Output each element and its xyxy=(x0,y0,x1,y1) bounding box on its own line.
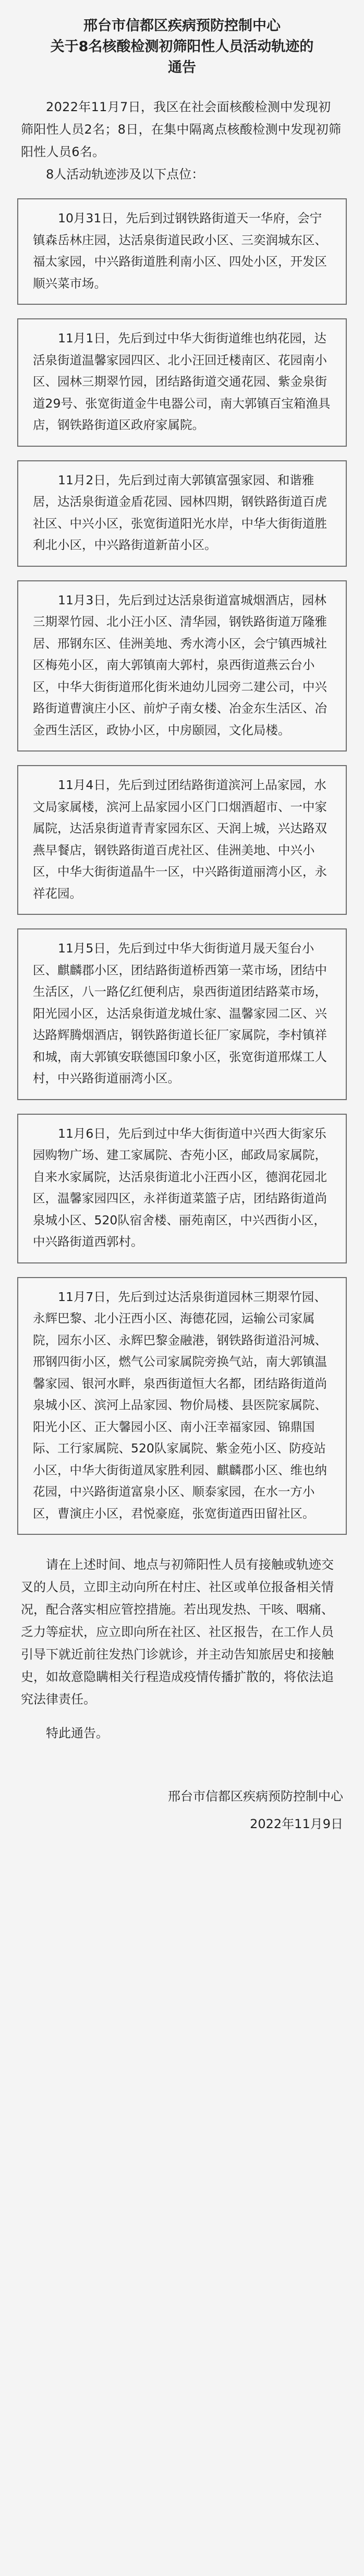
notice-title-line1: 邢台市信都区疾病预防控制中心 xyxy=(83,18,281,34)
notice-title-line3: 通告 xyxy=(168,59,196,76)
trajectory-card-nov6: 11月6日，先后到过中华大街街道中兴西大街家乐园购物广场、建工家属院、杏苑小区，邮政局家属院，自来水家属院，达活泉街道北小汪西小区，德润花园北区，温馨家园四区，永祥街道菜篮子店，团结路街道尚泉城小区、520队宿舍楼、丽苑南区，中兴西街小区，中兴路街道西郭村。 xyxy=(17,1114,347,1263)
trajectory-card-nov5: 11月5日，先后到过中华大街街道月晟天玺台小区、麒麟郡小区，团结路街道桥西第一菜市场，团结中生活区，八一路亿红便利店，泉西街道团结路菜市场，阳光园小区，达活泉街道龙城仕家、温馨家园二区、兴达路辉腾烟酒店，钢铁路街道长征厂家属院，李村镇祥和城，南大郭镇安联德国印象小区，张宽街道邢煤工人村，中兴路街道丽湾小区。 xyxy=(17,928,347,1100)
issuer-signature: 邢台市信都区疾病预防控制中心 xyxy=(168,1789,343,1804)
intro-subtitle: 8人活动轨迹涉及以下点位： xyxy=(46,167,204,182)
notice-header xyxy=(0,0,364,78)
special-notice: 特此通告。 xyxy=(46,1726,108,1740)
trajectory-card-oct31: 10月31日，先后到过钢铁路街道天一华府，会宁镇森岳林庄园，达活泉街道民政小区、三奕润城东区、福太家园，中兴路街道胜利南小区、四处小区，开发区顺兴菜市场。 xyxy=(17,198,347,305)
trajectory-card-nov7: 11月7日，先后到过达活泉街道园林三期翠竹园、永辉巴黎、北小汪西小区、海德花园，运输公司家属院，园东小区、永辉巴黎金融港，钢铁路街道沿河城、邢钢四街小区，燃气公司家属院旁换气站，南大郭镇温馨家园、银河水畔，泉西街道恒大名都，团结路街道尚泉城小区、滨河上品家园、物价局楼、县医院家属院、阳光小区、正大馨园小区、南小汪幸福家园、锦鼎国际、工行家属院、520队家属院、紫金苑小区、防疫站小区，中华大街街道凤家胜利园、麒麟郡小区、维也纳花园，中兴路街道富泉小区、顺泰家园，在水一方小区，曹演庄小区，君悦豪庭，张宽街道西田留社区。 xyxy=(17,1277,347,1535)
trajectory-card-nov2: 11月2日，先后到过南大郭镇富强家园、和谐雅居，达活泉街道金盾花园、园林四期，钢铁路街道百虎社区、中兴小区，张宽街道阳光水岸，中华大街街道胜利北小区，中兴路街道新苗小区。 xyxy=(17,460,347,567)
closing-paragraph: 请在上述时间、地点与初筛阳性人员有接触或轨迹交叉的人员，立即主动向所在村庄、社区或单位报备相关情况，配合落实相应管控措施。若出现发热、干咳、咽痛、乏力等症状，应立即向所在社区、社区报告，在工作人员引导下就近前往发热门诊就诊，并主动告知旅居史和接触史，如故意隐瞒相关行程造成疫情传播扩散的，将依法追究法律责任。 xyxy=(21,1557,334,1707)
trajectory-card-nov3: 11月3日，先后到过达活泉街道富城烟酒店，园林三期翠竹园、北小汪小区、清华园，钢铁路街道万隆雅居、邢钢东区、佳洲美地、秀水湾小区，会宁镇西城社区梅苑小区，南大郭镇南大郭村，泉西街道燕云台小区，中华大街街道邢化街米迪幼儿园旁二建公司，中兴路街道曹演庄小区、前炉子南女楼、冶金东生活区、冶金西生活区，政协小区，中房颐园，文化局楼。 xyxy=(17,580,347,752)
issue-date: 2022年11月9日 xyxy=(250,1817,343,1831)
notice-title-line2: 关于8名核酸检测初筛阳性人员活动轨迹的 xyxy=(50,39,314,55)
intro-paragraph: 2022年11月7日，我区在社会面核酸检测中发现初筛阳性人员2名；8日，在集中隔离点核酸检测中发现初筛阳性人员6名。 xyxy=(21,100,342,159)
trajectory-card-nov4: 11月4日，先后到过团结路街道滨河上品家园，水文局家属楼，滨河上品家园小区门口烟酒超市、一中家属院，达活泉街道青青家园东区、天润上城，兴达路双燕早餐店，钢铁路街道百虎社区、佳洲美地、中兴小区，中华大街街道晶牛一区，中兴路街道丽湾小区，永祥花园。 xyxy=(17,765,347,915)
trajectory-card-nov1: 11月1日，先后到过中华大街街道维也纳花园，达活泉街道温馨家园四区、北小汪回迁楼南区、花园南小区、园林三期翠竹园，团结路街道交通花园、紫金泉街道29号、张宽街道金牛电器公司，南大郭镇百宝箱渔具店，钢铁路街道区政府家属院。 xyxy=(17,318,347,447)
